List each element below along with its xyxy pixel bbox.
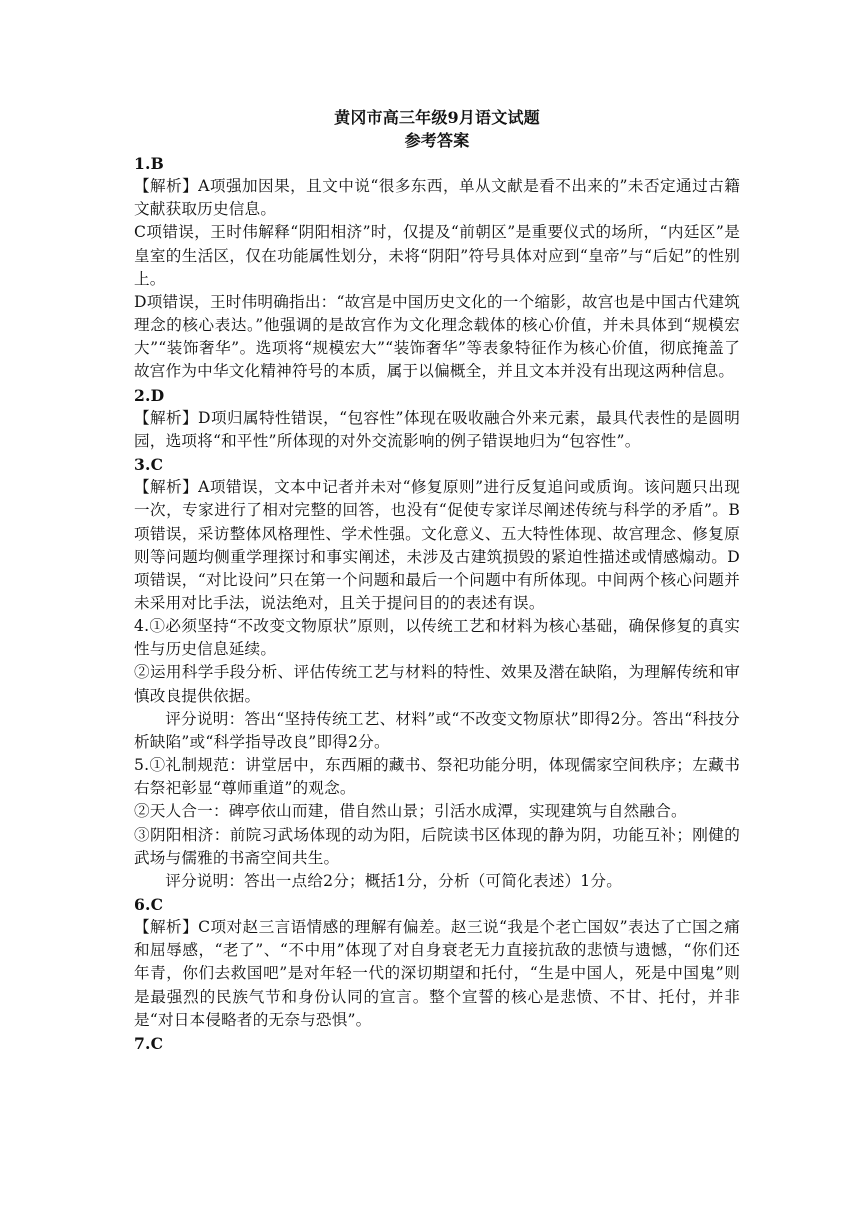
document-subtitle: 参考答案 bbox=[404, 131, 470, 150]
answer-paragraph: ③阴阳相济：前院习武场体现的动为阳，后院读书区体现的静为阴，功能互补；刚健的武场与儒雅的书斋空间共生。 bbox=[134, 825, 740, 867]
answer-paragraph: D项错误，王时伟明确指出：“故宫是中国历史文化的一个缩影，故宫也是中国古代建筑理念的核心表达。”他强调的是故宫作为文化理念载体的核心价值，并未具体到“规模宏大”“装饰奢华”。选项将“规模宏大”“装饰奢华”等表象特征作为核心价值，彻底掩盖了故宫作为中华文化精神符号的本质，属于以偏概全，并且文本并没有出现这两种信息。 bbox=[134, 292, 740, 381]
answer-paragraph: 4.①必须坚持“不改变文物原状”原则，以传统工艺和材料为核心基础，确保修复的真实性与历史信息延续。 bbox=[134, 617, 740, 659]
answer-paragraph: 【解析】C项对赵三言语情感的理解有偏差。赵三说“我是个老亡国奴”表达了亡国之痛和屈辱感，“老了”、“不中用”体现了对自身衰老无力直接抗敌的悲愤与遗憾，“你们还年青，你们去救国吧”是对年轻一代的深切期望和托付，“生是中国人，死是中国鬼”则是最强烈的民族气节和身份认同的宣言。整个宣誓的核心是悲愤、不甘、托付，并非是“对日本侵略者的无奈与恐惧”。 bbox=[134, 918, 740, 1029]
answer-document bbox=[134, 106, 740, 1055]
scoring-note bbox=[134, 708, 740, 754]
question-number: 1.B bbox=[134, 154, 165, 173]
scoring-text: 答出一点给2分；概括1分，分析（可简化表述）1分。 bbox=[244, 871, 622, 890]
answer-paragraph: C项错误，王时伟解释“阴阳相济”时，仅提及“前朝区”是重要仪式的场所，“内廷区”是皇室的生活区，仅在功能属性划分，未将“阴阳”符号具体对应到“皇帝”与“后妃”的性别上。 bbox=[134, 223, 740, 288]
answer-paragraph: ②运用科学手段分析、评估传统工艺与材料的特性、效果及潜在缺陷，为理解传统和审慎改良提供依据。 bbox=[134, 663, 740, 705]
question-number: 7.C bbox=[134, 1033, 164, 1053]
answer-paragraph: 【解析】A项错误，文本中记者并未对“修复原则”进行反复追问或质询。该问题只出现一次，专家进行了相对完整的回答，也没有“促使专家详尽阐述传统与科学的矛盾”。B项错误，采访整体风格理性、学术性强。文化意义、五大特性体现、故宫理念、修复原则等问题均侧重学理探讨和事实阐述，未涉及古建筑损毁的紧迫性描述或情感煽动。D项错误，“对比设问”只在第一个问题和最后一个问题中有所体现。中间两个核心问题并未采用对比手法，说法绝对，且关于提问目的的表述有误。 bbox=[134, 478, 740, 612]
question-number: 3.C bbox=[134, 455, 164, 475]
scoring-label: 评分说明： bbox=[165, 871, 245, 890]
answer-paragraph: ②天人合一：碑亭依山而建，借自然山景；引活水成潭，实现建筑与自然融合。 bbox=[134, 802, 687, 821]
answer-paragraph: 【解析】D项归属特性错误，“包容性”体现在吸收融合外来元素，最具代表性的是圆明园，选项将“和平性”所体现的对外交流影响的例子错误地归为“包容性”。 bbox=[134, 408, 740, 450]
scoring-text: 答出“坚持传统工艺、材料”或“不改变文物原状”即得2分。答出“科技分析缺陷”或“科学指导改良”即得2分。 bbox=[134, 709, 740, 751]
document-title: 黄冈市高三年级9月语文试题 bbox=[334, 108, 540, 127]
scoring-note bbox=[134, 870, 740, 893]
scoring-label: 评分说明： bbox=[165, 709, 245, 728]
answer-paragraph: 5.①礼制规范：讲堂居中，东西厢的藏书、祭祀功能分明，体现儒家空间秩序；左藏书右祭祀彰显“尊师重道”的观念。 bbox=[134, 756, 740, 798]
question-number: 6.C bbox=[134, 895, 164, 914]
answer-paragraph: 【解析】A项强加因果，且文中说“很多东西，单从文献是看不出来的”未否定通过古籍文献获取历史信息。 bbox=[134, 177, 740, 219]
answer-blocks bbox=[134, 152, 740, 1055]
question-number: 2.D bbox=[134, 385, 165, 405]
